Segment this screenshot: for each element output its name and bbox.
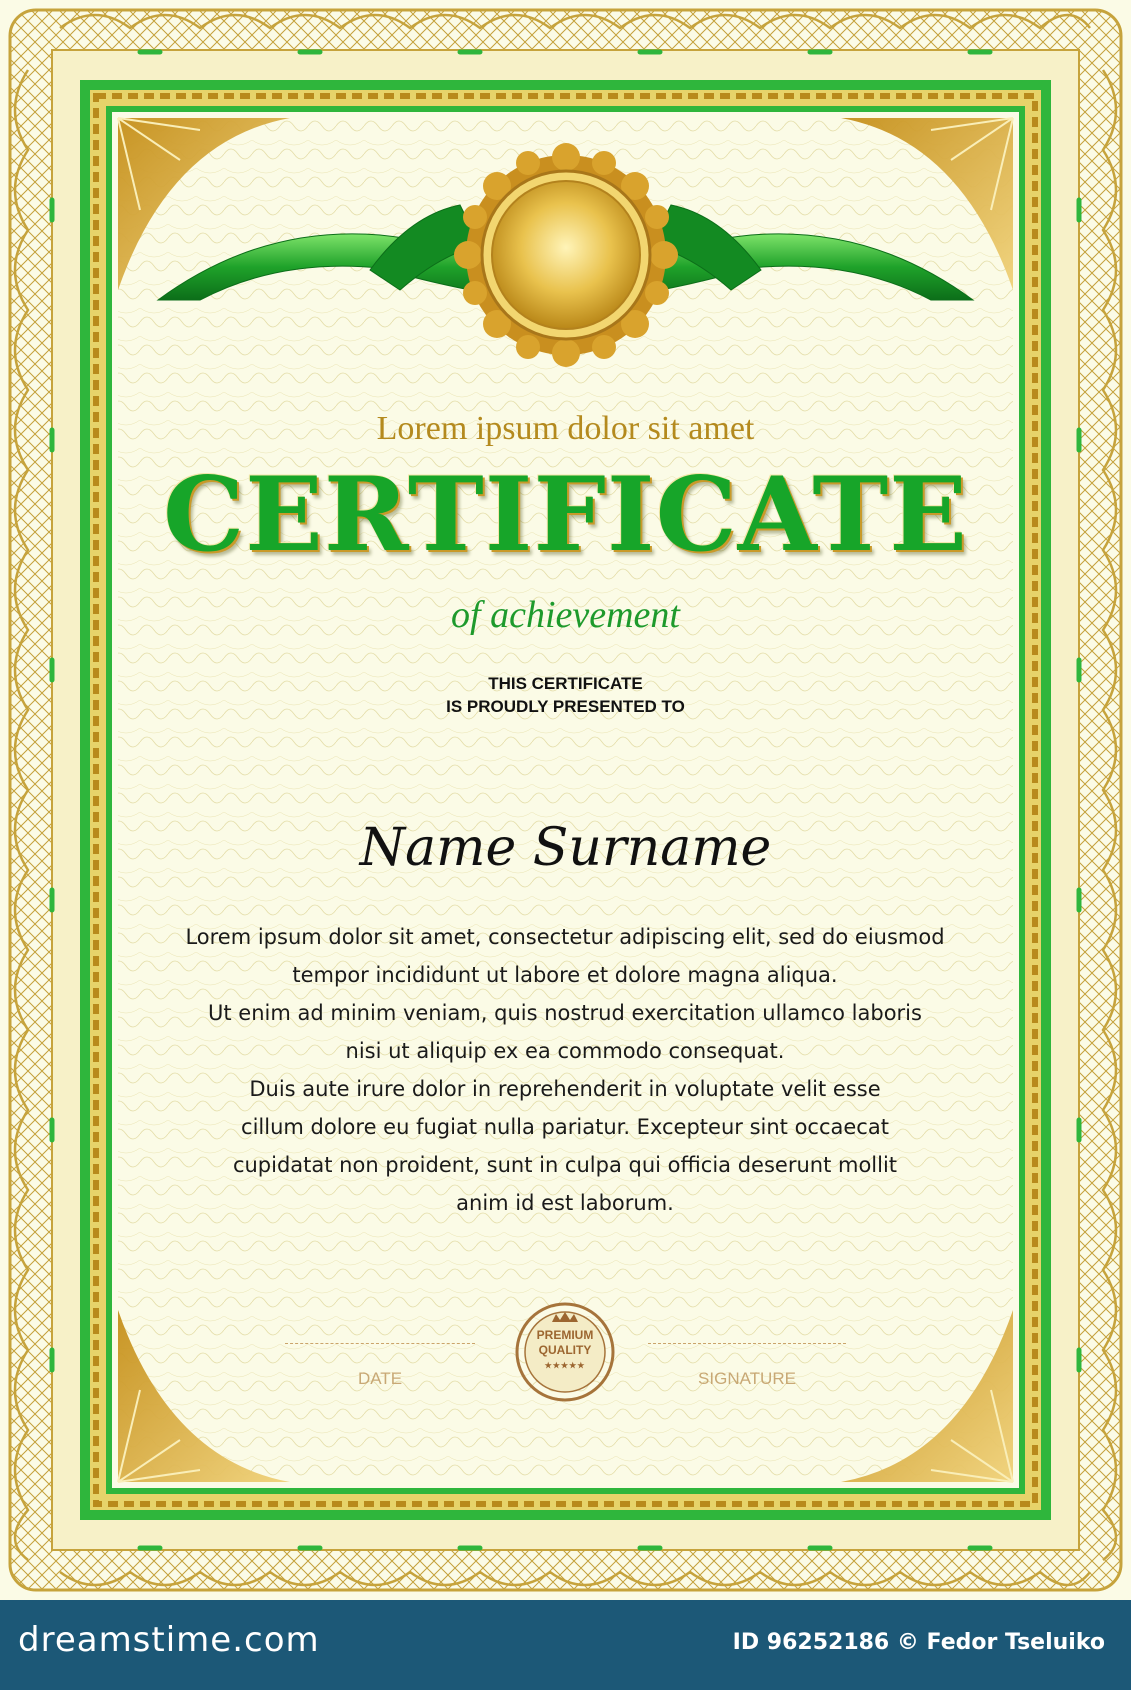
signature-label: SIGNATURE (698, 1369, 796, 1388)
body-line: Ut enim ad minim veniam, quis nostrud exercitation ullamco laboris (208, 1001, 922, 1025)
certificate-eyebrow: Lorem ipsum dolor sit amet (376, 410, 755, 447)
presented-to (0, 672, 1131, 718)
body-line: nisi ut aliquip ex ea commodo consequat. (345, 1039, 785, 1063)
seal-line-2: QUALITY (538, 1343, 592, 1357)
footer-brand[interactable]: dreamstime.com (18, 1620, 320, 1660)
body-line: cillum dolore eu fugiat nulla pariatur. Excepteur sint occaecat (241, 1115, 889, 1139)
recipient-name: Name Surname (359, 818, 772, 878)
body-line: anim id est laborum. (456, 1191, 674, 1215)
date-line (285, 1343, 475, 1344)
signature-line (648, 1343, 846, 1344)
seal-stars: ★★★★★ (544, 1361, 586, 1370)
footer-bar (0, 1600, 1131, 1690)
body-line: Lorem ipsum dolor sit amet, consectetur adipiscing elit, sed do eiusmod (185, 925, 945, 949)
footer-credit: ID 96252186 © Fedor Tseluiko (732, 1630, 1105, 1655)
certificate-body (165, 918, 965, 1222)
body-line: tempor incididunt ut labore et dolore magna aliqua. (292, 963, 838, 987)
seal-text (517, 1328, 613, 1373)
certificate-title: CERTIFICATE (162, 455, 969, 575)
seal-line-1: PREMIUM (536, 1328, 594, 1342)
presented-line-2: IS PROUDLY PRESENTED TO (446, 697, 685, 716)
body-line: Duis aute irure dolor in reprehenderit in voluptate velit esse (249, 1077, 881, 1101)
presented-line-1: THIS CERTIFICATE (488, 674, 643, 693)
certificate-subtitle: of achievement (451, 594, 680, 636)
medal-icon (454, 143, 678, 367)
date-label: DATE (357, 1369, 403, 1388)
body-line: cupidatat non proident, sunt in culpa qui officia deserunt mollit (232, 1153, 898, 1177)
